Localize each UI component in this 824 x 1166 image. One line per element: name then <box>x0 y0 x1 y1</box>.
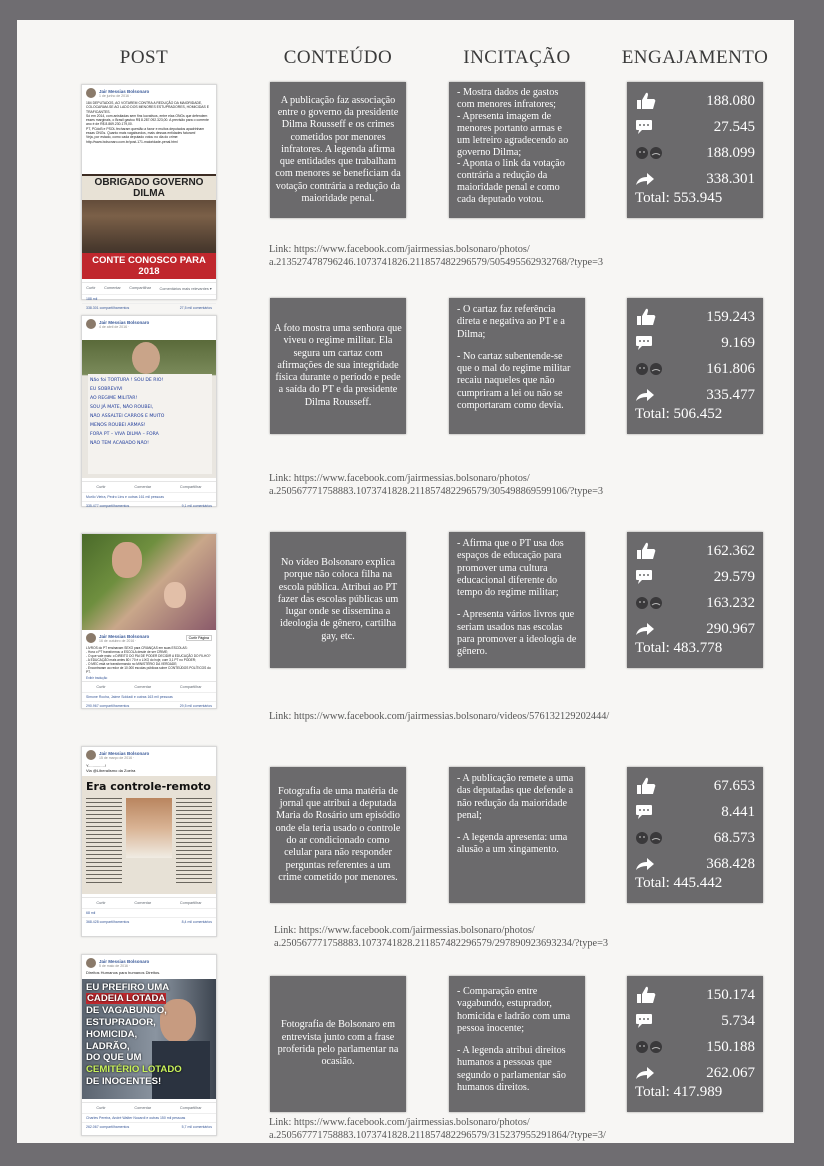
comment-count: 9,1 mil comentários <box>181 504 212 508</box>
comments-count: 27.545 <box>713 118 755 135</box>
reaction-count: 188 mil <box>86 297 98 301</box>
avatar <box>86 633 96 643</box>
post-author: Jair Messias Bolsonaro <box>99 958 150 964</box>
conteudo-box <box>270 82 406 218</box>
engagement-total: Total: 483.778 <box>635 640 723 656</box>
share-count: 338.301 compartilhamentos <box>86 306 130 310</box>
reactions-count: 161.806 <box>706 360 755 377</box>
reactions-count: 68.573 <box>713 829 755 846</box>
comment-count: 5,7 mil comentários <box>181 1124 212 1129</box>
protest-sign: Não foi TORTURA ! SOU DE RIO! EU SOBREVIVI AO REGIME MILITAR! SOU JÁ MATE, NÃO ROUBEI, NÃO ASSALTEI CARROS E MUITO MENOS ROUBEI ARMAS! FORA PT – VIVA DILMA – FORA NÃO TEM ACABADO NÃO! <box>88 374 212 474</box>
post-image <box>82 174 216 279</box>
banner-bottom: CONTE CONOSCO PARA 2018 <box>82 253 216 279</box>
like-action[interactable]: Curtir <box>96 684 106 689</box>
post-date: 5 de maio de 2016 · <box>99 963 131 968</box>
like-action[interactable]: Curtir <box>96 485 106 489</box>
share-arrow-icon <box>635 1066 661 1080</box>
slogan-text <box>86 982 182 1088</box>
share-action[interactable]: Compartilhar <box>179 485 202 489</box>
thumbs-up-icon <box>635 777 661 795</box>
share-count: 262.067 compartilhamentos <box>86 1124 130 1129</box>
share-arrow-icon <box>635 857 661 871</box>
shares-count: 262.067 <box>706 1064 755 1081</box>
like-action[interactable]: Curtir <box>96 901 106 905</box>
share-action[interactable]: Compartilhar <box>179 1105 202 1110</box>
engagement-total: Total: 506.452 <box>635 406 723 422</box>
post-author: Jair Messias Bolsonaro <box>99 750 150 756</box>
sad-angry-reaction-icon <box>635 362 661 376</box>
facebook-post-screenshot <box>81 954 217 1136</box>
like-action[interactable]: Curtir <box>86 286 96 290</box>
post-text: LIVROS do PT ensinavam SEXO para CRIANÇAS em suas ESCOLAS: - Hora o PT transformou a ESCOLA desde de ser CRIME; - O que vale mais: o DIREITO DO PAI DE PODER DECIDIR A EDUCAÇÃO DO FILHO? - A EDUCAÇÃO mais antes 80 / 70 é o LIXO do hoje, com 3,1 PT no PODER; - O MEC está se transformando no MINISTÉRIO DA VERDADE; - Encontraram ao redor de 10.000 escolas públicas sobre CONTEÚDOS POLÍTICOS do PT. <box>86 646 211 674</box>
article-column <box>86 798 122 886</box>
slogan-line: DE INOCENTES! <box>86 1075 162 1087</box>
comment-action[interactable]: Comentar <box>134 901 152 905</box>
post-link[interactable]: Link: https://www.facebook.com/jairmessias.bolsonaro/photos/ a.250567771758883.1073741828.211857482296579/305498869599106/?type=3 <box>269 473 604 497</box>
slogan-line: CEMITÉRIO LOTADO <box>86 1064 182 1076</box>
woman-face <box>132 342 160 374</box>
post-link[interactable]: Link: https://www.facebook.com/jairmessias.bolsonaro/photos/ a.250567771758883.1073741828.211857482296579/315237955291864/?type=3/ <box>269 1117 606 1141</box>
share-count: 290.967 compartilhamentos <box>86 703 130 708</box>
avatar <box>86 88 96 98</box>
incitacao-text: - A legenda apresenta: uma alusão a um xingamento. <box>457 832 568 856</box>
share-action[interactable]: Compartilhar <box>179 684 202 689</box>
engajamento-box <box>627 82 763 218</box>
conteudo-box <box>270 532 406 668</box>
share-count: 335.477 compartilhamentos <box>86 504 130 508</box>
shares-count: 335.477 <box>706 386 755 403</box>
child-face <box>164 582 186 608</box>
facebook-post-screenshot <box>81 84 217 310</box>
translation-link[interactable]: Exibir tradução <box>86 676 108 680</box>
relevance-filter[interactable]: Comentários mais relevantes ▾ <box>159 287 212 291</box>
sad-angry-reaction-icon <box>635 146 661 160</box>
incitacao-box <box>449 767 585 903</box>
share-action[interactable]: Compartilhar <box>129 286 152 290</box>
conteudo-text: No vídeo Bolsonaro explica porque não coloca filha na escola pública. Atribui ao PT fazer das escolas públicas um lugar onde se dissemina a ideologia de gênero, cartilha gay, etc. <box>277 556 399 642</box>
comment-icon <box>635 119 661 135</box>
post-link[interactable]: Link: https://www.facebook.com/jairmessias.bolsonaro/photos/ a.213527478796246.1073741826.211857482296579/505495562932768/?type=3 <box>269 244 604 268</box>
sad-angry-reaction-icon <box>635 831 661 845</box>
post-image <box>82 979 216 1099</box>
shares-count: 338.301 <box>706 170 755 187</box>
slogan-line-highlight: CADEIA LOTADA <box>87 993 166 1005</box>
comment-action[interactable]: Comentar <box>134 684 152 689</box>
engajamento-box <box>627 532 763 668</box>
share-arrow-icon <box>635 388 661 402</box>
comment-action[interactable]: Comentar <box>104 286 121 290</box>
conteudo-box <box>270 298 406 434</box>
share-action[interactable]: Compartilhar <box>179 901 202 905</box>
engagement-total: Total: 417.989 <box>635 1084 723 1100</box>
comment-icon <box>635 804 661 820</box>
post-text: Y...............! Via @Liberalismo da Zoeira <box>86 763 136 773</box>
post-author: Jair Messias Bolsonaro <box>99 319 150 325</box>
thumbs-up-icon <box>635 986 661 1004</box>
facebook-post-screenshot <box>81 315 217 507</box>
conteudo-text: Fotografia de Bolsonaro em entrevista junto com a frase proferida pelo parlamentar na ocasião. <box>277 1019 399 1068</box>
comment-icon <box>635 335 661 351</box>
banner-top: OBRIGADO GOVERNO DILMA <box>82 176 216 200</box>
article-photo <box>126 798 172 858</box>
thumbs-up-icon <box>635 308 661 326</box>
post-text: 184 DEPUTADOS, AO VOTAREM CONTRA A REDUÇÃO DA MAIORIDADE, COLOCARAM-SE AO LADO DOS MENORES ESTUPRADORES, HOMICIDAS E TRAFICANTES. Só em 2014, com anistiadas sem fins lucrativos, entre elas ONGs que defendem esses marginais, o Brasil gastou R$ 8.287.092.323,00. A previsão para o corrente ano é de R$ 8.869.230.179,00. PT, PCdoB e PSOL fecharam questão a favor e muitos deputados apadrinham essas ONGs. Quanto mais vagabundos, mais dessas entidades faturam! Veja, por estado, como cada deputado votou no dia do crime: http://www.bolsonaro.com.br/post-171-maioridade-penal.html <box>86 101 210 144</box>
likes-count: 188.080 <box>706 92 755 109</box>
man-face <box>112 542 142 578</box>
avatar <box>86 319 96 329</box>
engagement-total: Total: 445.442 <box>635 875 723 891</box>
slogan-line: ESTUPRADOR, <box>86 1016 156 1028</box>
conteudo-box <box>270 767 406 903</box>
slogan-line: DO QUE UM <box>86 1052 142 1064</box>
incitacao-box <box>449 976 585 1112</box>
reactions-count: 163.232 <box>706 594 755 611</box>
post-date: 4 de abril de 2016 · <box>99 324 130 329</box>
reactions-count: 188.099 <box>706 144 755 161</box>
reaction-people: Charles Pereira, André Walter Nocardi e outras 150 mil pessoas <box>86 1115 186 1120</box>
reactions-count: 150.188 <box>706 1038 755 1055</box>
conteudo-text: A publicação faz associação entre o governo da presidente Dilma Rousseff e os crimes cometidos por menores infratores. A legenda afirma que entidades que trabalham com menores se beneficiam da votação contrária a redução da maioridade penal. <box>275 94 401 205</box>
likes-count: 150.174 <box>706 986 755 1003</box>
likes-count: 162.362 <box>706 542 755 559</box>
share-count: 368.428 compartilhamentos <box>86 920 130 924</box>
incitacao-text: - Mostra dados de gastos com menores infratores; - Apresenta imagem de menores portanto armas e um letreiro agradecendo ao governo Dilma; - Aponta o link da votação contrária a redução da maioridade penal e como cada deputado votou. <box>457 87 569 206</box>
likes-count: 159.243 <box>706 308 755 325</box>
sad-angry-reaction-icon <box>635 596 661 610</box>
incitacao-box <box>449 532 585 668</box>
slogan-line: EU PREFIRO UMA <box>86 981 170 993</box>
reaction-count: 68 mil <box>86 911 96 915</box>
engajamento-box <box>627 767 763 903</box>
comment-count: 29,5 mil comentários <box>179 703 212 708</box>
engagement-total: Total: 553.945 <box>635 190 723 206</box>
slogan-line: LADRÃO, <box>86 1040 130 1052</box>
incitacao-box <box>449 298 585 434</box>
engajamento-box <box>627 298 763 434</box>
slogan-line <box>86 993 182 1005</box>
conteudo-box <box>270 976 406 1112</box>
header-incitacao: INCITAÇÃO <box>463 47 571 68</box>
shares-count: 290.967 <box>706 620 755 637</box>
comments-count: 8.441 <box>721 803 755 820</box>
share-arrow-icon <box>635 622 661 636</box>
like-page-button[interactable]: Curtir Página <box>186 635 212 641</box>
comments-count: 29.579 <box>713 568 755 585</box>
shares-count: 368.428 <box>706 855 755 872</box>
avatar <box>86 750 96 760</box>
comment-count: 8,4 mil comentários <box>181 920 212 924</box>
comments-count: 5.734 <box>721 1012 755 1029</box>
incitacao-box <box>449 82 585 218</box>
like-action[interactable]: Curtir <box>96 1105 106 1110</box>
post-video-thumbnail <box>82 534 216 630</box>
incitacao-text: - A publicação remete a uma das deputadas que defende a não redução da maioridade penal; <box>457 773 574 821</box>
post-text: Direitos Humanos para humanos Direitos. <box>86 970 161 975</box>
incitacao-text: - Apresenta vários livros que seriam usados nas escolas para promover a ideologia de gênero. <box>457 609 577 658</box>
incitacao-text: - Comparação entre vagabundo, estuprador, homicida e ladrão com uma pessoa inocente; <box>457 986 571 1034</box>
post-date: 16 de outubro de 2016 · <box>99 638 137 643</box>
article-column <box>176 798 212 886</box>
comment-icon <box>635 1013 661 1029</box>
likes-count: 67.653 <box>713 777 755 794</box>
post-author: Jair Messias Bolsonaro <box>99 633 150 639</box>
incitacao-text: - A legenda atribui direitos humanos a pessoas que segundo o parlamentar são humanos direitos. <box>457 1045 566 1094</box>
reaction-people: Simone Rocha, Jaime Soldadi e outras 163 mil pessoas <box>86 694 173 699</box>
comment-action[interactable]: Comentar <box>134 485 152 489</box>
comment-action[interactable]: Comentar <box>134 1105 152 1110</box>
incitacao-text: - O cartaz faz referência direta e negativa ao PT e a Dilma; <box>457 304 565 340</box>
reaction-people: Murilo Vieira, Pedro Lins e outras 161 mil pessoas <box>86 495 164 499</box>
post-link[interactable]: Link: https://www.facebook.com/jairmessias.bolsonaro/videos/576132129202444/ <box>269 711 610 722</box>
header-engajamento: ENGAJAMENTO <box>621 47 769 68</box>
header-conteudo: CONTEÚDO <box>283 47 393 68</box>
header-post: POST <box>119 47 169 68</box>
comment-count: 27,5 mil comentários <box>179 306 212 310</box>
facebook-post-screenshot <box>81 746 217 937</box>
post-author: Jair Messias Bolsonaro <box>99 88 150 94</box>
comment-icon <box>635 569 661 585</box>
conteudo-text: A foto mostra uma senhora que viveu o regime militar. Ela segura um cartaz com afirmações de sua integridade física durante o período e pede a saída do PT e da presidente Dilma Rousseff. <box>274 322 402 408</box>
newspaper-headline: Era controle-remoto <box>86 780 211 793</box>
post-image <box>82 340 216 478</box>
post-date: 15 de março de 2016 · <box>99 755 135 760</box>
avatar <box>86 958 96 968</box>
facebook-post-screenshot <box>81 533 217 709</box>
sad-angry-reaction-icon <box>635 1040 661 1054</box>
engajamento-box <box>627 976 763 1112</box>
share-arrow-icon <box>635 172 661 186</box>
conteudo-text: Fotografia de uma matéria de jornal que atribui a deputada Maria do Rosário um episódio onde ela teria usado o controle do ar condicionado como celular para não responder perguntas referentes a um crime cometido por menores. <box>275 785 401 883</box>
comments-count: 9.169 <box>721 334 755 351</box>
newspaper-clipping <box>82 776 216 894</box>
thumbs-up-icon <box>635 542 661 560</box>
post-link[interactable]: Link: https://www.facebook.com/jairmessias.bolsonaro/photos/ a.250567771758883.1073741828.211857482296579/297890923693234/?type=3 <box>274 925 609 949</box>
slogan-line: DE VAGABUNDO, <box>86 1005 167 1017</box>
incitacao-text: - No cartaz subentende-se que o mal do regime militar recaiu naqueles que não cumpriram a lei ou não se comportaram como devia. <box>457 350 571 412</box>
thumbs-up-icon <box>635 92 661 110</box>
slogan-line: HOMICIDA, <box>86 1028 138 1040</box>
incitacao-text: - Afirma que o PT usa dos espaços de educação para promover uma cultura educacional diferente do tempo do regime militar; <box>457 538 564 599</box>
post-date: 1 de junho de 2016 · <box>99 93 132 98</box>
